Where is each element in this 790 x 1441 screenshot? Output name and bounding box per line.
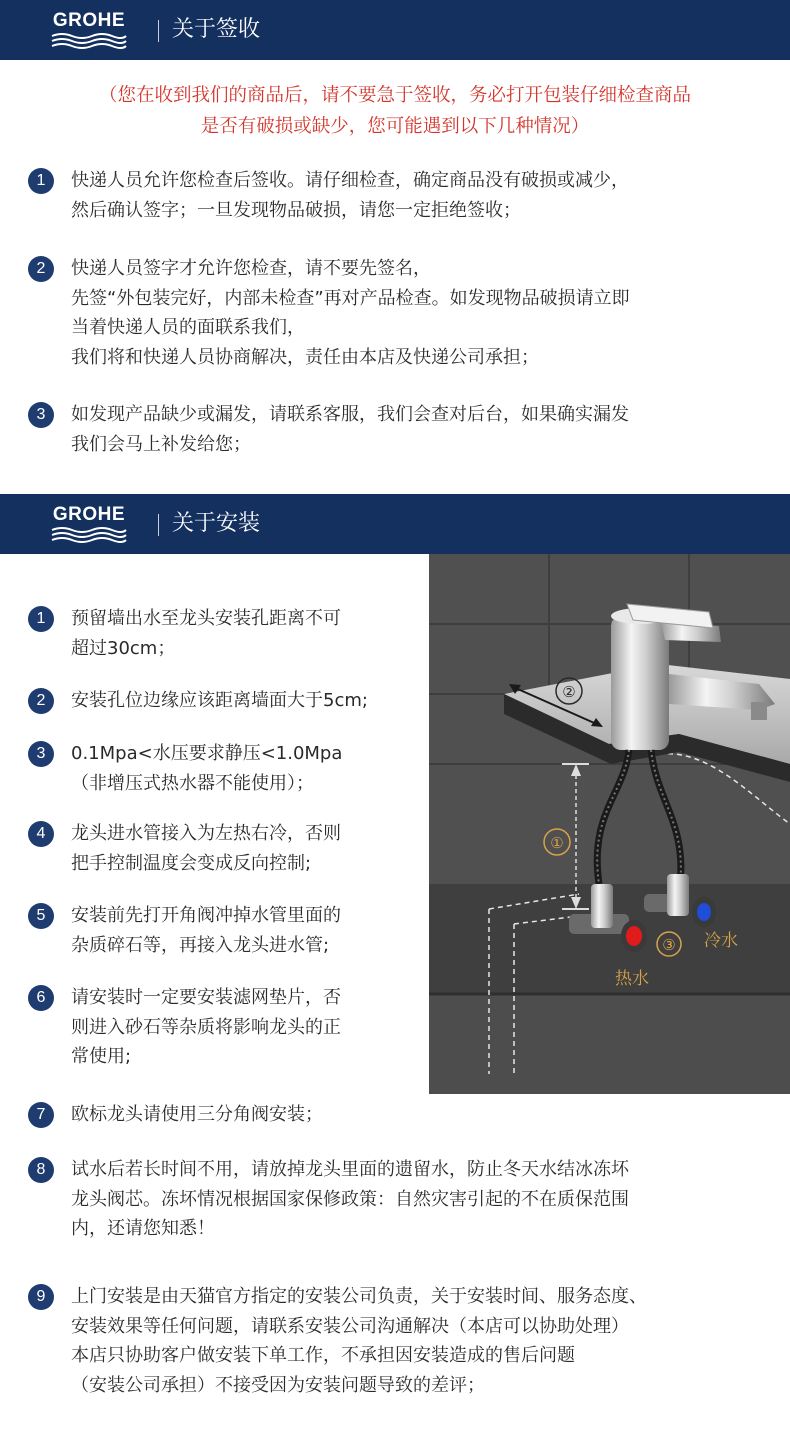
text-line: 本店只协助客户做安装下单工作，不承担因安装造成的售后问题 [71,1345,575,1366]
step-number-badge: 1 [28,606,54,632]
marker-1: ① [550,834,564,852]
item-text [71,1282,647,1400]
text-line: 如发现产品缺少或漏发，请联系客服，我们会查对后台，如果确实漏发 [71,404,629,425]
text-line: 快递人员允许您检查后签收。请仔细检查，确定商品没有破损或减少， [71,170,629,191]
text-line: 杂质碎石等，再接入龙头进水管; [71,934,330,956]
brand-wordmark: GROHE [52,10,126,31]
text-line: 我们将和快递人员协商解决，责任由本店及快递公司承担； [71,346,539,368]
text-line: 当着快递人员的面联系我们， [71,317,305,338]
text-line: 内，还请您知悉！ [71,1218,215,1239]
section-title: 关于安装 [172,511,261,536]
banner-divider [158,20,159,42]
step-number-badge: 5 [28,903,54,929]
notice-line: （您在收到我们的商品后，请不要急于签收，务必打开包装仔细检查商品 [98,85,691,106]
step-number-badge: 3 [28,402,54,428]
step-number-badge: 6 [28,985,54,1011]
marker-2: ② [562,683,576,701]
item-text [71,819,341,878]
item-text [71,254,630,372]
text-line: 0.1Mpa<水压要求静压<1.0Mpa [71,743,343,764]
step-number-badge: 4 [28,821,54,847]
item-text [71,983,341,1072]
marker-3: ③ [662,936,676,954]
item-text [71,686,368,716]
banner-divider [158,514,159,536]
text-line: 安装前先打开角阀冲掉水管里面的 [71,905,341,926]
text-line: 我们会马上补发给您； [71,433,251,455]
item-text [71,604,341,663]
item-text [71,400,629,459]
text-line: 超过30cm； [71,637,176,659]
text-line: （安装公司承担）不接受因为安装问题导致的差评； [71,1374,485,1396]
receipt-notice [0,80,790,142]
text-line: 把手控制温度会变成反向控制; [71,852,312,874]
waves-icon [50,526,128,544]
step-number-badge: 8 [28,1157,54,1183]
text-line: 安装孔位边缘应该距离墙面大于5cm; [71,690,368,711]
step-number-badge: 7 [28,1102,54,1128]
grohe-logo [46,10,132,50]
text-line: 预留墙出水至龙头安装孔距离不可 [71,608,341,629]
text-line: 龙头阀芯。冻坏情况根据国家保修政策：自然灾害引起的不在质保范围 [71,1188,629,1210]
item-text [71,739,342,798]
grohe-logo [46,504,132,544]
text-line: 欧标龙头请使用三分角阀安装； [71,1104,323,1125]
step-number-badge: 2 [28,688,54,714]
waves-icon [50,32,128,50]
text-line: 则进入砂石等杂质将影响龙头的正 [71,1016,341,1038]
text-line: 请安装时一定要安装滤网垫片，否 [71,987,341,1008]
section-banner-install [0,494,790,554]
step-number-badge: 9 [28,1284,54,1310]
faucet-installation-diagram [429,554,790,1094]
item-text [71,166,629,225]
text-line: （非增压式热水器不能使用）； [71,772,314,794]
text-line: 先签“外包装完好，内部未检查”再对产品检查。如发现物品破损请立即 [71,287,630,309]
notice-line: 是否有破损或缺少，您可能遇到以下几种情况） [200,116,590,137]
section-title: 关于签收 [172,17,261,42]
text-line: 试水后若长时间不用，请放掉龙头里面的遗留水，防止冬天水结冰冻坏 [71,1159,629,1180]
item-text [71,1155,629,1244]
step-number-badge: 2 [28,256,54,282]
cold-water-label: 冷水 [704,931,738,951]
item-text [71,901,341,960]
step-number-badge: 3 [28,741,54,767]
text-line: 常使用; [71,1046,132,1067]
text-line: 龙头进水管接入为左热右冷，否则 [71,823,341,844]
text-line: 上门安装是由天猫官方指定的安装公司负责，关于安装时间、服务态度、 [71,1286,647,1307]
section-banner-receipt [0,0,790,60]
text-line: 安装效果等任何问题，请联系安装公司沟通解决（本店可以协助处理） [71,1315,629,1337]
text-line: 快递人员签字才允许您检查，请不要先签名， [71,258,431,279]
hot-water-label: 热水 [615,969,649,989]
brand-wordmark: GROHE [52,504,126,525]
item-text [71,1100,323,1130]
text-line: 然后确认签字；一旦发现物品破损，请您一定拒绝签收； [71,199,521,221]
installation-illustration [429,554,790,1094]
step-number-badge: 1 [28,168,54,194]
